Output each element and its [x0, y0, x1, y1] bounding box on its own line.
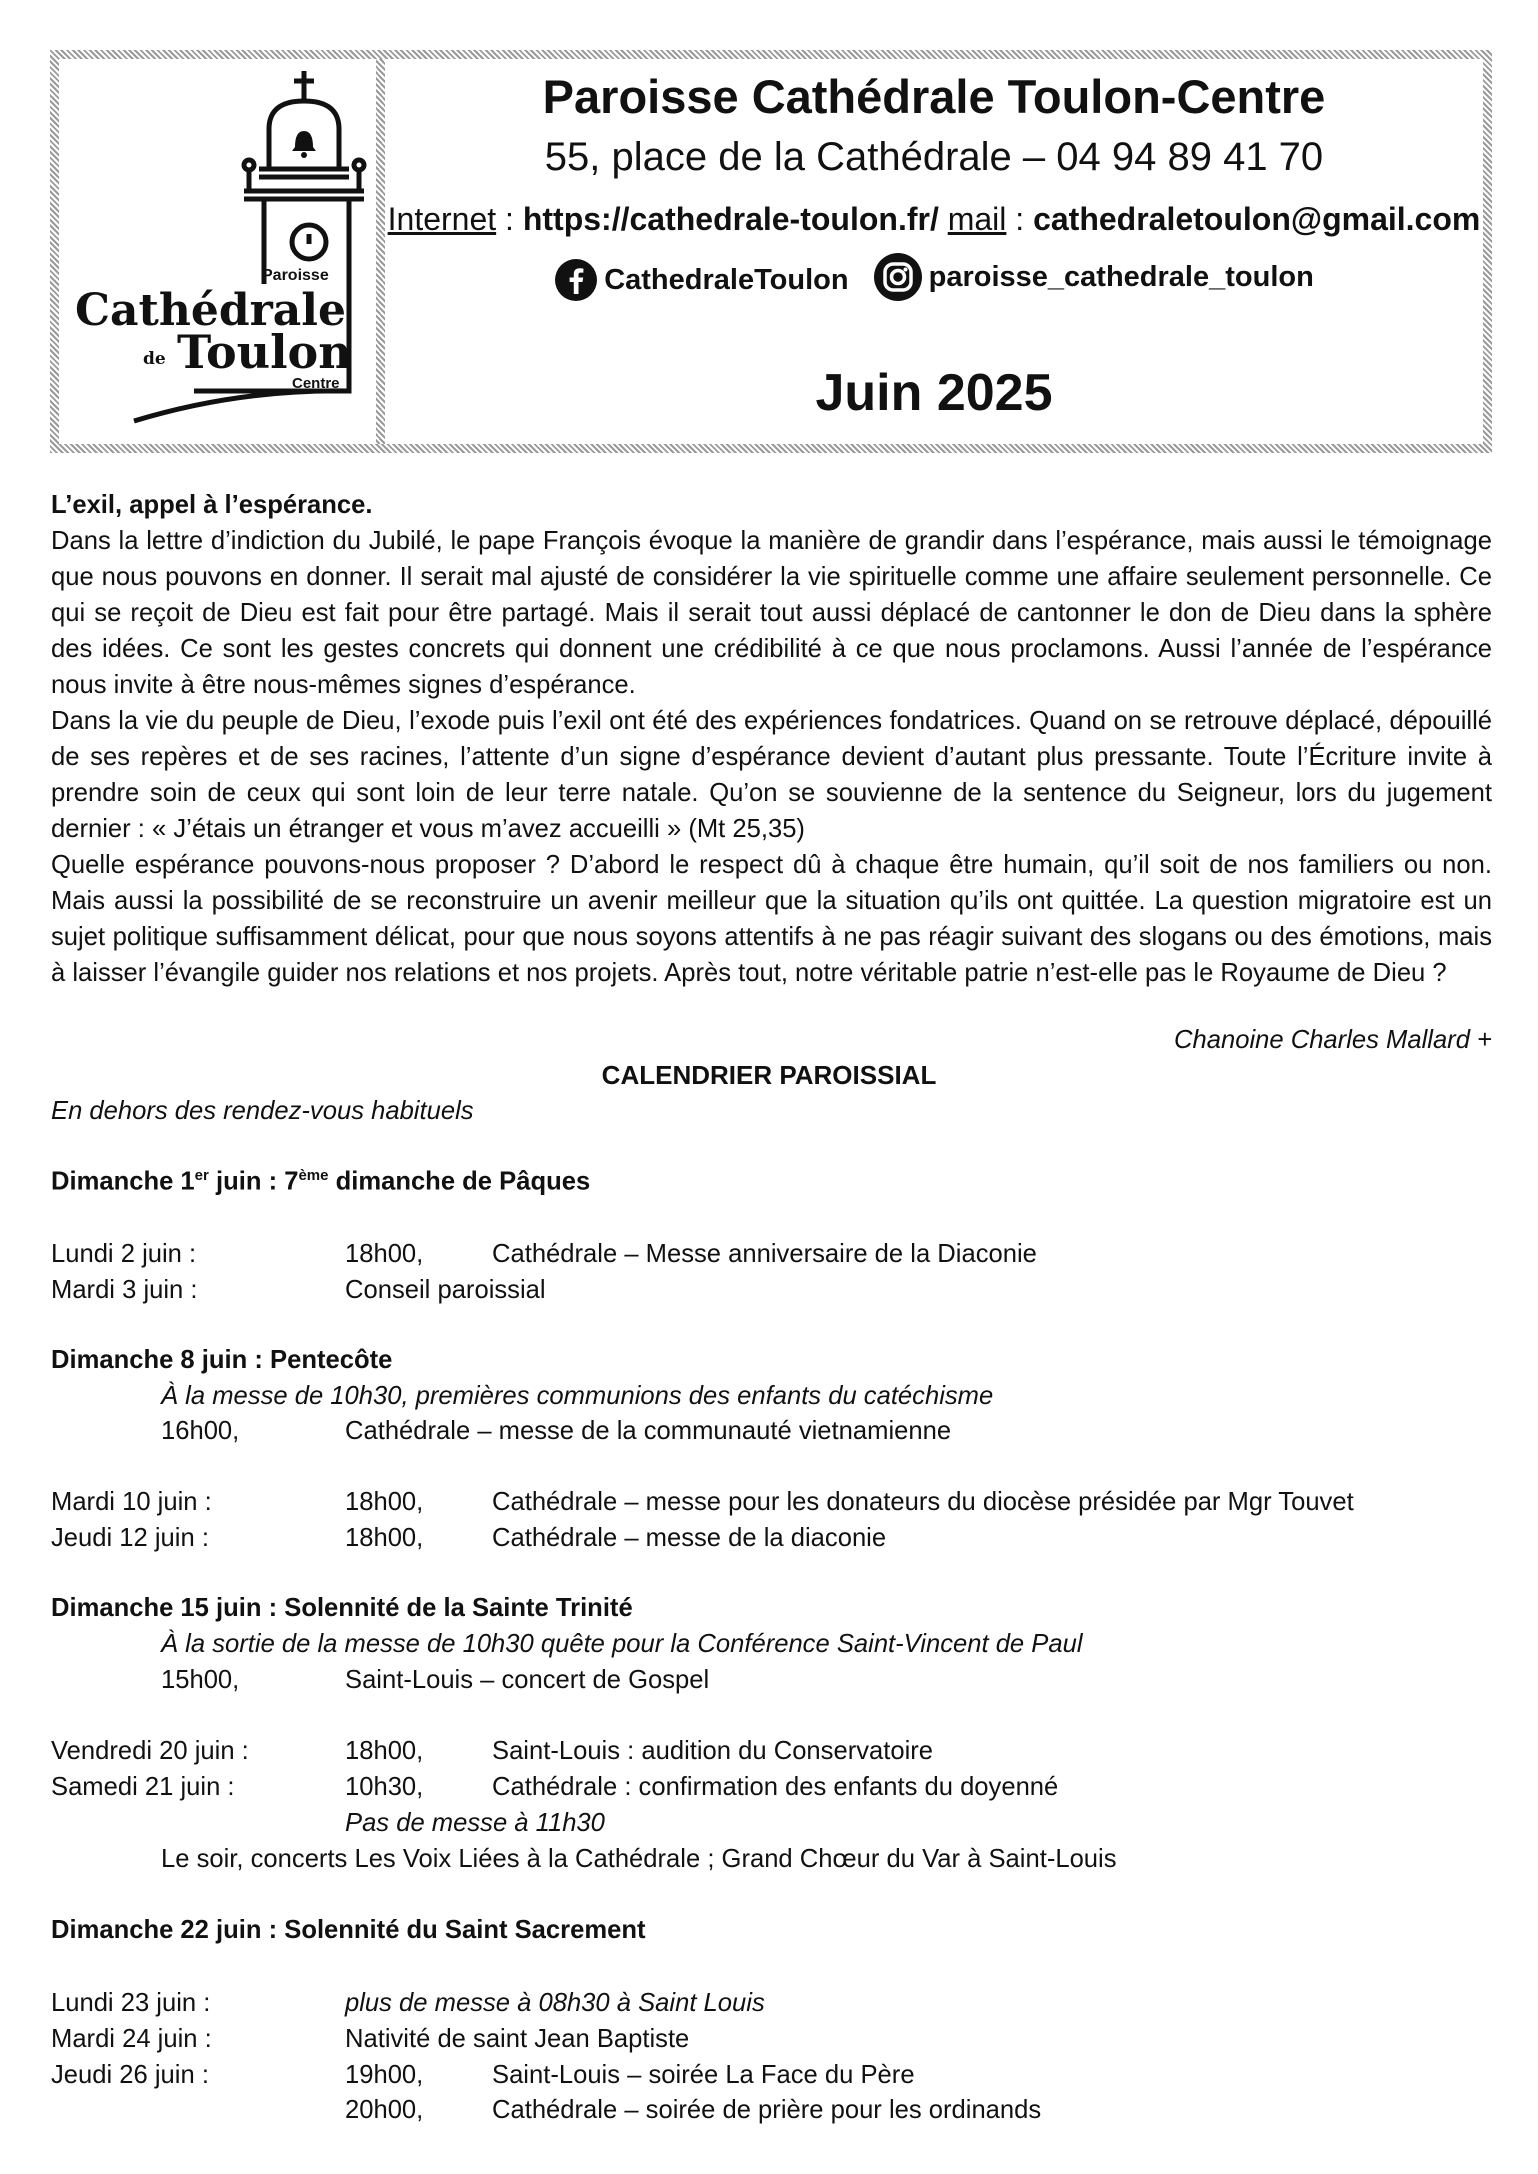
facebook-link[interactable] [554, 258, 848, 302]
event-day: Lundi 2 juin : [51, 1240, 197, 1268]
event-description: Conseil paroissial [345, 1276, 546, 1304]
logo-toulon-text: Toulon [177, 325, 352, 379]
editorial-paragraph-1: Dans la lettre d’indiction du Jubilé, le pape François évoque la manière de grandir dans l’espérance, mais aussi le témoignage que nous pouvons en donner. Il serait mal ajusté de considérer la vie spirituelle comme une affaire seulement personnelle. Ce qui se reçoit de Dieu est fait pour être partagé. Mais il serait tout aussi déplacé de cantonner le don de Dieu dans la sphère des idées. Ce sont les gestes concrets qui donnent une crédibilité à ce que nous proclamons. Aussi l’année de l’espérance nous invite à être nous-mêmes signes d’espérance. [51, 527, 1492, 699]
event-note: À la sortie de la messe de 10h30 quête pour la Conférence Saint-Vincent de Paul [161, 1630, 1083, 1658]
instagram-icon [873, 252, 923, 302]
logo-cathedrale-text: Cathédrale [75, 285, 347, 336]
logo-paroisse-text: Paroisse [262, 267, 329, 284]
event-description: Cathédrale : confirmation des enfants du doyenné [492, 1773, 1059, 1801]
event-description: Saint-Louis – concert de Gospel [345, 1666, 710, 1694]
logo-de-text: de [143, 349, 166, 369]
editorial-paragraph-3: Quelle espérance pouvons-nous proposer ? D’abord le respect dû à chaque être humain, qu’il soit de nos familiers ou non. Mais aussi la possibilité de se reconstruire un avenir meilleur que la situation qu’ils ont quittée. La question migratoire est un sujet politique suffisamment délicat, pour que nous soyons attentifs à ne pas réagir suivant des slogans ou des émotions, mais à laisser l’évangile guider nos relations et nos projets. Après tout, notre véritable patrie n’est-elle pas le Royaume de Dieu ? [51, 851, 1492, 987]
calendar-title: CALENDRIER PAROISSIAL [601, 1060, 937, 1090]
event-description: Cathédrale – messe de la communauté vietnamienne [345, 1417, 952, 1445]
event-time: 10h30, [345, 1773, 424, 1801]
header-frame [50, 50, 1492, 453]
event-day: Mardi 3 juin : [51, 1276, 198, 1304]
event-day: Lundi 23 juin : [51, 1989, 211, 2017]
sunday-heading-22: Dimanche 22 juin : Solennité du Saint Sacrement [51, 1916, 646, 1944]
event-day: Mardi 10 juin : [51, 1488, 212, 1516]
event-description: Cathédrale – messe de la diaconie [492, 1524, 887, 1552]
event-time: 19h00, [345, 2061, 424, 2089]
editorial-title: L’exil, appel à l’espérance. [51, 491, 373, 519]
parish-logo [59, 59, 385, 444]
event-description: Cathédrale – soirée de prière pour les ordinands [492, 2096, 1042, 2124]
event-time: 20h00, [345, 2096, 424, 2124]
event-day: Jeudi 26 juin : [51, 2061, 209, 2089]
event-time: 18h00, [345, 1737, 424, 1765]
calendar-subtitle: En dehors des rendez-vous habituels [51, 1097, 474, 1125]
event-description: Cathédrale – Messe anniversaire de la Diaconie [492, 1240, 1037, 1268]
event-day: Jeudi 12 juin : [51, 1524, 209, 1552]
event-description: Le soir, concerts Les Voix Liées à la Cathédrale ; Grand Chœur du Var à Saint-Louis [161, 1845, 1117, 1873]
event-day: Samedi 21 juin : [51, 1773, 235, 1801]
event-day: Vendredi 20 juin : [51, 1737, 249, 1765]
facebook-icon [554, 258, 598, 302]
facebook-handle: CathedraleToulon [604, 263, 849, 296]
event-time: 18h00, [345, 1488, 424, 1516]
bulletin-month: Juin 2025 [815, 364, 1053, 422]
event-description: Nativité de saint Jean Baptiste [345, 2025, 690, 2053]
event-note: Pas de messe à 11h30 [345, 1809, 605, 1837]
website-link[interactable]: https://cathedrale-toulon.fr/ [522, 201, 939, 237]
editorial-signature: Chanoine Charles Mallard + [1174, 1026, 1492, 1054]
sunday-heading-1: Dimanche 1er juin : 7ème dimanche de Pâques [51, 1167, 591, 1196]
instagram-handle: paroisse_cathedrale_toulon [928, 260, 1314, 293]
social-links [385, 252, 1483, 310]
instagram-link[interactable] [873, 252, 1314, 302]
header-info [385, 59, 1483, 444]
event-description: plus de messe à 08h30 à Saint Louis [345, 1989, 765, 2017]
internet-label: Internet [387, 201, 497, 237]
event-day: Mardi 24 juin : [51, 2025, 212, 2053]
email-link[interactable]: cathedraletoulon@gmail.com [1033, 201, 1481, 237]
sunday-heading-15: Dimanche 15 juin : Solennité de la Sainte Trinité [51, 1594, 633, 1622]
event-time: 18h00, [345, 1240, 424, 1268]
event-description: Cathédrale – messe pour les donateurs du diocèse présidée par Mgr Touvet [492, 1488, 1354, 1516]
parish-address: 55, place de la Cathédrale – 04 94 89 41 70 [544, 135, 1324, 179]
mail-label: mail [947, 201, 1007, 237]
event-description: Saint-Louis – soirée La Face du Père [492, 2061, 915, 2089]
event-note: À la messe de 10h30, premières communions des enfants du catéchisme [161, 1382, 994, 1410]
editorial-paragraph-2: Dans la vie du peuple de Dieu, l’exode puis l’exil ont été des expériences fondatrices. Quand on se retrouve déplacé, dépouillé de ses repères et de ses racines, l’attente d’un signe d’espérance devient d’autant plus pressante. Toute l’Écriture invite à prendre soin de ceux qui sont loin de leur terre natale. Qu’on se souvienne de la sentence du Seigneur, lors du jugement dernier : « J’étais un étranger et vous m’avez accueilli » (Mt 25,35) [51, 707, 1492, 843]
event-time: 18h00, [345, 1524, 424, 1552]
sunday-heading-8: Dimanche 8 juin : Pentecôte [51, 1346, 393, 1374]
parish-title: Paroisse Cathédrale Toulon-Centre [542, 70, 1326, 123]
event-description: Saint-Louis : audition du Conservatoire [492, 1737, 934, 1765]
event-time: 15h00, [161, 1666, 240, 1694]
event-time: 16h00, [161, 1417, 240, 1445]
contact-line: Internet : https://cathedrale-toulon.fr/ mail : cathedraletoulon@gmail.com [387, 201, 1481, 237]
logo-centre-text: Centre [292, 375, 340, 392]
